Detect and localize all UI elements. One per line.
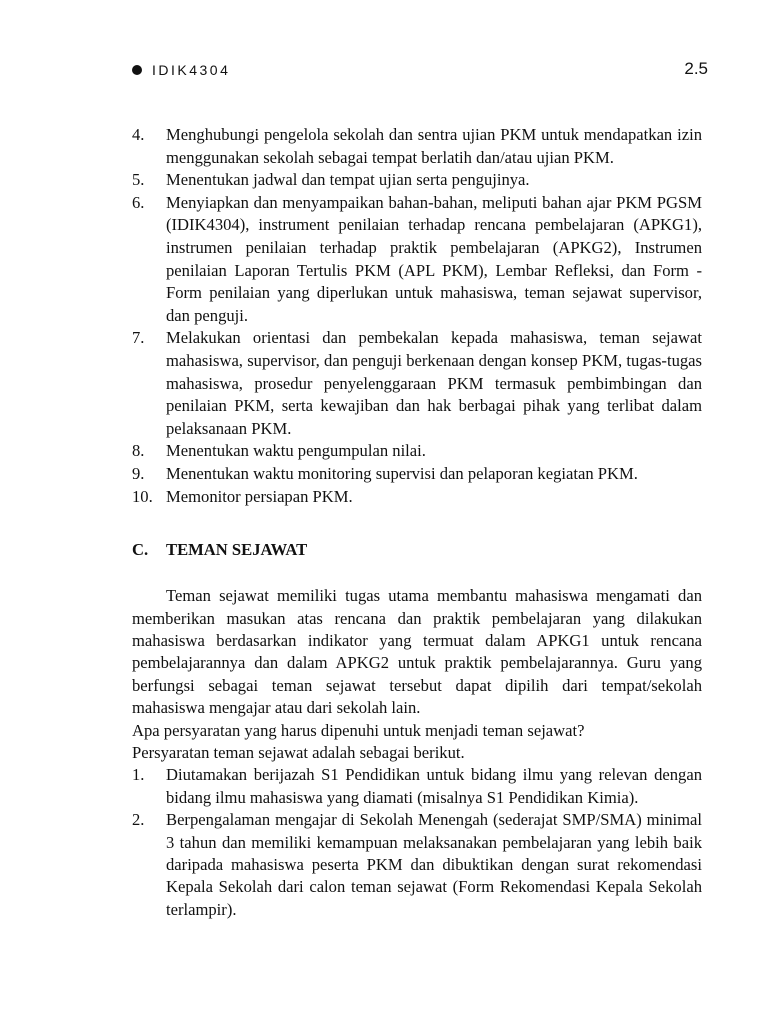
list-item-text: Menentukan waktu monitoring supervisi dan pelaporan kegiatan PKM.: [166, 463, 638, 483]
section-heading: [132, 538, 702, 562]
list-item-number: 4.: [132, 125, 145, 144]
page-content: [132, 124, 702, 921]
list-item: [132, 192, 702, 328]
list-item-text: Menghubungi pengelola sekolah dan sentra ujian PKM untuk mendapatkan izin menggunakan sekolah sebagai tempat berlatih dan/atau ujian PKM.: [166, 125, 702, 167]
page-number: 2.5: [684, 59, 708, 78]
list-item-number: 6.: [132, 192, 145, 212]
list-item-number: 7.: [132, 328, 145, 348]
list-item: [132, 124, 702, 169]
list-item-number: 10.: [132, 486, 153, 506]
list-item-text: Memonitor persiapan PKM.: [166, 486, 353, 506]
course-code: IDIK4304: [152, 62, 231, 78]
list-item-number: 9.: [132, 463, 145, 483]
list-item-text: Diutamakan berijazah S1 Pendidikan untuk bidang ilmu yang relevan dengan bidang ilmu mahasiswa yang diamati (misalnya S1 Pendidikan Kimia).: [166, 765, 702, 807]
list-item: [132, 463, 702, 486]
task-list: [132, 124, 702, 508]
bullet-icon: [132, 65, 142, 75]
list-item-number: 8.: [132, 441, 145, 461]
page-header: [132, 60, 708, 84]
list-item: [132, 809, 702, 921]
body-paragraph: Teman sejawat memiliki tugas utama membantu mahasiswa mengamati dan memberikan masukan atas rencana dan praktik pembelajaran yang dilakukan mahasiswa berdasarkan indikator yang termuat dalam APKG1 untuk rencana pembelajarannya dan dalam APKG2 untuk praktik pembelajarannya. Guru yang berfungsi sebagai teman sejawat tersebut dapat dipilih dari tempat/sekolah mahasiswa mengajar atau dari sekolah lain.: [132, 586, 702, 718]
list-item-number: 5.: [132, 170, 145, 190]
section-letter: C.: [132, 540, 149, 560]
list-item: [132, 764, 702, 809]
list-item: [132, 486, 702, 509]
question-text: Apa persyaratan yang harus dipenuhi untuk menjadi teman sejawat?: [132, 720, 585, 740]
list-item-number: 2.: [132, 810, 145, 830]
section-title: TEMAN SEJAWAT: [166, 540, 308, 560]
list-item: [132, 440, 702, 463]
list-item: [132, 169, 702, 192]
list-item: [132, 327, 702, 440]
list-item-text: Menentukan waktu pengumpulan nilai.: [166, 441, 426, 461]
intro-text: Persyaratan teman sejawat adalah sebagai berikut.: [132, 742, 465, 762]
list-item-number: 1.: [132, 765, 145, 785]
list-item-text: Berpengalaman mengajar di Sekolah Menengah (sederajat SMP/SMA) minimal 3 tahun dan memiliki kemampuan melaksanakan pembelajaran yang lebih baik daripada mahasiswa peserta PKM dan dibuktikan dengan surat rekomendasi Kepala Sekolah dari calon teman sejawat (Form Rekomendasi Kepala Sekolah terlampir).: [166, 810, 702, 919]
requirements-list: [132, 764, 702, 921]
list-item-text: Menyiapkan dan menyampaikan bahan-bahan, meliputi bahan ajar PKM PGSM (IDIK4304), instrument penilaian terhadap rencana pembelajaran (APKG1), instrumen penilaian terhadap praktik pembelajaran (APKG2), Instrumen penilaian Laporan Tertulis PKM (APL PKM), Lembar Refleksi, dan Form - Form penilaian yang diperlukan untuk mahasiswa, teman sejawat supervisor, dan penguji.: [166, 192, 702, 325]
list-item-text: Melakukan orientasi dan pembekalan kepada mahasiswa, teman sejawat mahasiswa, supervisor, dan penguji berkenaan dengan konsep PKM, tugas-tugas mahasiswa, prosedur penyelenggaraan PKM termasuk pembimbingan dan penilaian PKM, serta kewajiban dan hak berbagai pihak yang terlibat dalam pelaksanaan PKM.: [166, 328, 702, 438]
list-item-text: Menentukan jadwal dan tempat ujian serta pengujinya.: [166, 170, 530, 190]
